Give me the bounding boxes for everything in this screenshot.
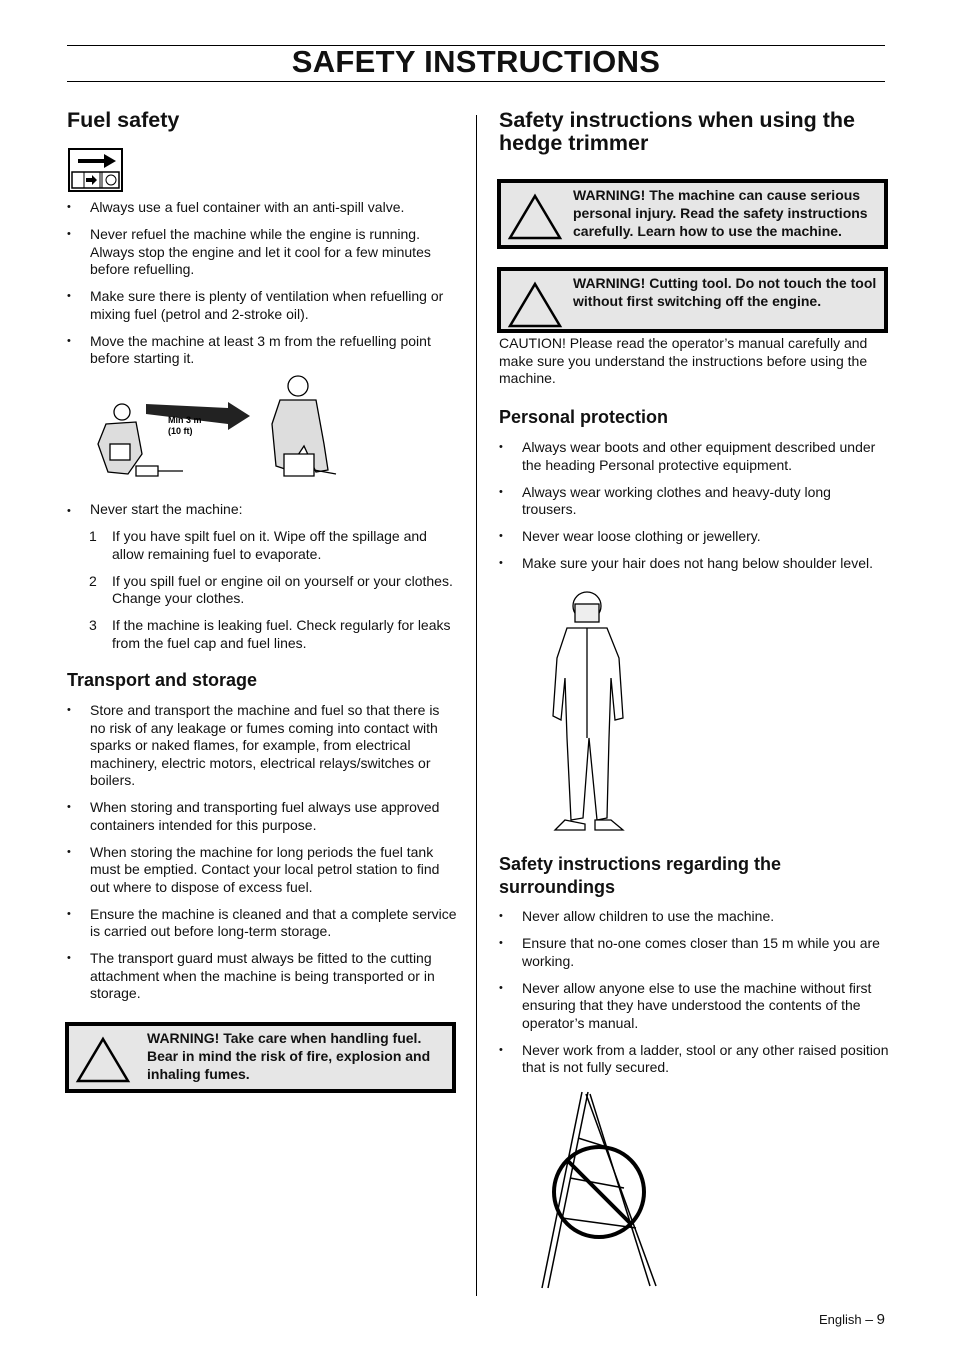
transport-heading: Transport and storage	[67, 670, 258, 690]
list-item	[89, 617, 457, 652]
item-number: 3	[89, 617, 97, 633]
list-item: • Never allow children to use the machine.	[499, 908, 889, 926]
distance-label-ft: (10 ft)	[168, 426, 193, 436]
hedge-trimmer-heading: Safety instructions when using the hedge trimmer	[499, 108, 855, 155]
list-item: • Never refuel the machine while the engine is running. Always stop the engine and let it cool for a few minutes before refuelling.	[67, 226, 457, 279]
warning-text: WARNING! Cutting tool. Do not touch the tool without first switching off the engine.	[573, 275, 877, 309]
list-item: • Always use a fuel container with an anti-spill valve.	[67, 199, 457, 217]
list-item: • When storing and transporting fuel always use approved containers intended for this purpose.	[67, 799, 457, 834]
list-item: • The transport guard must always be fitted to the cutting attachment when the machine is being transported or in storage.	[67, 950, 457, 1003]
list-item: • Ensure the machine is cleaned and that a complete service is carried out before long-term storage.	[67, 906, 457, 941]
list-item: • When storing the machine for long periods the fuel tank must be emptied. Contact your local petrol station to find out where to dispose of excess fuel.	[67, 844, 457, 897]
warning-triangle-icon	[507, 281, 563, 329]
warning-triangle-icon	[507, 193, 563, 241]
personal-protection-heading: Personal protection	[499, 407, 669, 427]
fuel-safety-heading: Fuel safety	[67, 108, 180, 132]
footer-language: English	[818, 1312, 862, 1327]
warning-triangle-icon	[75, 1036, 131, 1084]
item-number: 2	[89, 572, 97, 589]
never-start-list	[89, 528, 457, 662]
list-item: • Ensure that no-one comes closer than 15 m while you are working.	[499, 935, 889, 970]
list-item: • Never wear loose clothing or jewellery.	[499, 528, 889, 546]
surroundings-list	[499, 908, 889, 1086]
personal-protection-list	[499, 439, 889, 582]
list-item: • Never allow anyone else to use the machine without first ensuring that they have understood the contents of the operator’s manual.	[499, 980, 889, 1033]
list-item: • Never work from a ladder, stool or any other raised position that is not fully secured.	[499, 1042, 889, 1077]
list-item: • Store and transport the machine and fuel so that there is no risk of any leakage or fumes coming into contact with sparks or naked flames, for example, from electrical machinery, electric motors, electrical relays/switches or boilers.	[67, 702, 457, 790]
page-title: SAFETY INSTRUCTIONS	[291, 44, 661, 79]
item-text: If the machine is leaking fuel. Check regularly for leaks from the fuel cap and fuel lines.	[112, 617, 451, 651]
list-item	[89, 573, 457, 608]
caution-text: CAUTION! Please read the operator’s manual carefully and make sure you understand the instructions before using the machine.	[499, 335, 868, 386]
item-number: 1	[89, 528, 97, 544]
page-number: 9	[876, 1311, 885, 1328]
no-ladder-prohibition-icon	[538, 1088, 663, 1293]
item-text: If you spill fuel or engine oil on yourself or your clothes. Change your clothes.	[112, 572, 453, 606]
list-item: • Always wear working clothes and heavy-duty long trousers.	[499, 484, 889, 519]
list-item	[89, 528, 457, 563]
never-start-intro: • Never start the machine:	[67, 501, 243, 517]
column-divider	[476, 115, 477, 1296]
move-machine-illustration	[88, 374, 338, 486]
item-text: If you have spilt fuel on it. Wipe off the spillage and allow remaining fuel to evaporate.	[112, 528, 427, 562]
warning-text: WARNING! The machine can cause serious personal injury. Read the safety instructions carefully. Learn how to use the machine.	[573, 187, 868, 239]
warning-text: WARNING! Take care when handling fuel. Bear in mind the risk of fire, explosion and inhaling fumes.	[147, 1030, 431, 1082]
fuel-warning-box	[65, 1022, 456, 1093]
surroundings-heading: Safety instructions regarding the surroundings	[499, 854, 782, 897]
title-rule	[67, 81, 885, 82]
fuel-safety-list	[67, 199, 457, 377]
refuel-move-icon	[68, 148, 123, 192]
page-footer	[819, 1310, 885, 1329]
footer-separator: –	[865, 1311, 874, 1327]
list-item: • Move the machine at least 3 m from the refuelling point before starting it.	[67, 333, 457, 368]
warning-box-injury	[497, 179, 888, 249]
never-start-text: Never start the machine:	[90, 501, 243, 517]
warning-box-cutting-tool	[497, 267, 888, 333]
list-item: • Make sure there is plenty of ventilation when refuelling or mixing fuel (petrol and 2-stroke oil).	[67, 288, 457, 323]
transport-list	[67, 702, 457, 1012]
protective-clothing-illustration	[545, 588, 630, 836]
distance-label: Min 3 m	[168, 415, 202, 425]
list-item: • Make sure your hair does not hang below shoulder level.	[499, 555, 889, 573]
list-item: • Always wear boots and other equipment described under the heading Personal protective equipment.	[499, 439, 889, 474]
